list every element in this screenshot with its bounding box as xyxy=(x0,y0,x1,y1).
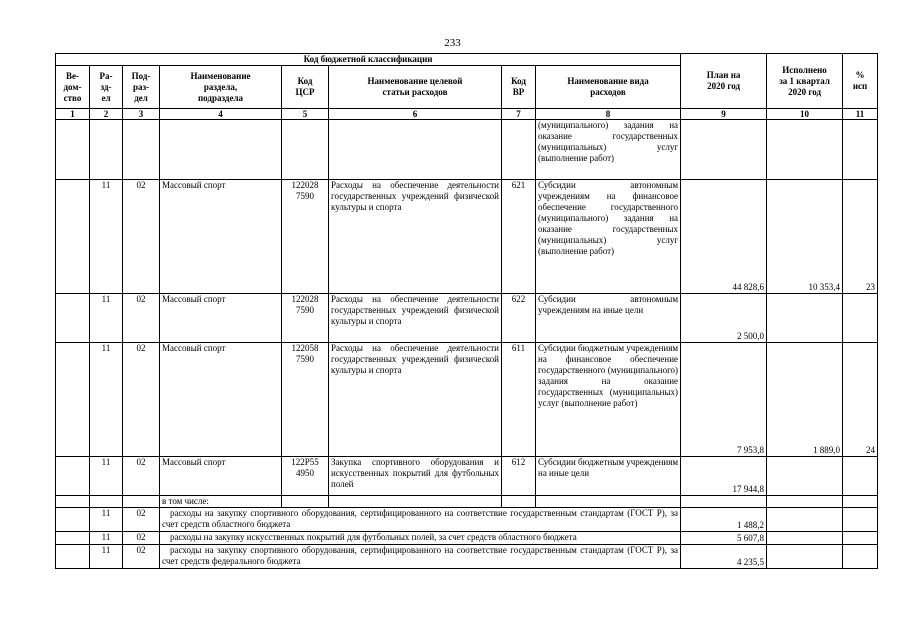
cell-vr-code: 622 xyxy=(502,294,536,343)
cell-razdel: 11 xyxy=(90,343,123,457)
header-group-cell: Код бюджетной классификации xyxy=(56,54,681,66)
header-cell-done: Исполнено за 1 квартал 2020 год xyxy=(767,54,843,109)
cell-plan: 7 953,8 xyxy=(681,343,767,457)
cell-csr-code: 122028 7590 xyxy=(282,180,329,294)
cell-empty xyxy=(282,496,329,508)
cell-section-name: Массовый спорт xyxy=(160,294,282,343)
cell-section-name: Массовый спорт xyxy=(160,343,282,457)
cell-target-name: Расходы на обеспечение деятельности государственных учреждений физической культуры и спорта xyxy=(329,294,502,343)
cell-razdel: 11 xyxy=(90,180,123,294)
cell-vedomstvo xyxy=(56,120,90,180)
cell-vedomstvo xyxy=(56,545,90,569)
column-number-row xyxy=(56,109,878,120)
sub-row xyxy=(56,532,878,545)
col-num: 8 xyxy=(536,109,681,120)
cell-target-name: Расходы на обеспечение деятельности государственных учреждений физической культуры и спорта xyxy=(329,343,502,457)
cell-razdel: 11 xyxy=(90,545,123,569)
cell-pct xyxy=(843,294,878,343)
cell-empty xyxy=(123,496,160,508)
header-cell-csr: Код ЦСР xyxy=(282,66,329,109)
cell-section-name: Массовый спорт xyxy=(160,457,282,496)
cell-done xyxy=(767,508,843,532)
including-label: в том числе: xyxy=(160,496,282,508)
cell-pct xyxy=(843,457,878,496)
cell-pct: 24 xyxy=(843,343,878,457)
cell-csr-code: 122058 7590 xyxy=(282,343,329,457)
cell-csr-code: 122028 7590 xyxy=(282,294,329,343)
cell-section-name: Массовый спорт xyxy=(160,180,282,294)
cell-empty xyxy=(90,496,123,508)
cell-csr-code: 122P55 4950 xyxy=(282,457,329,496)
cell-vr-code: 612 xyxy=(502,457,536,496)
cell-vedomstvo xyxy=(56,180,90,294)
page-number: 233 xyxy=(444,37,461,49)
col-num: 9 xyxy=(681,109,767,120)
cell-expense-kind: Субсидии автономным учреждениям на иные цели xyxy=(536,294,681,343)
col-num: 1 xyxy=(56,109,90,120)
cell-expense-kind: Субсидии автономным учреждениям на финансовое обеспечение государственного (муниципального) задания на оказание государственных (муниципальных) услуг (выполнение работ) xyxy=(536,180,681,294)
budget-table xyxy=(55,53,878,569)
cell-razdel: 11 xyxy=(90,508,123,532)
cell-plan: 17 944,8 xyxy=(681,457,767,496)
cell-plan: 44 828,6 xyxy=(681,180,767,294)
header-cell-plan: План на 2020 год xyxy=(681,54,767,109)
cell-empty xyxy=(843,496,878,508)
col-num: 7 xyxy=(502,109,536,120)
cell-done xyxy=(767,457,843,496)
including-row xyxy=(56,496,878,508)
cell-target-name: Расходы на обеспечение деятельности государственных учреждений физической культуры и спорта xyxy=(329,180,502,294)
cell-section-name xyxy=(160,120,282,180)
cell-podrazdel: 02 xyxy=(123,294,160,343)
sub-row-text: расходы на закупку спортивного оборудования, сертифицированного на соответствие государственным стандартам (ГОСТ Р), за счет средств областного бюджета xyxy=(160,508,681,532)
cell-podrazdel xyxy=(123,120,160,180)
cell-vedomstvo xyxy=(56,343,90,457)
table-row xyxy=(56,343,878,457)
header-cell-vr: Код ВР xyxy=(502,66,536,109)
cell-podrazdel: 02 xyxy=(123,545,160,569)
cell-plan: 1 488,2 xyxy=(681,508,767,532)
table-row xyxy=(56,180,878,294)
table-row xyxy=(56,120,878,180)
cell-plan xyxy=(681,120,767,180)
cell-empty xyxy=(536,496,681,508)
header-cell-target: Наименование целевой статьи расходов xyxy=(329,66,502,109)
cell-podrazdel: 02 xyxy=(123,343,160,457)
cell-pct xyxy=(843,532,878,545)
header-cell-pct: % исп xyxy=(843,54,878,109)
col-num: 4 xyxy=(160,109,282,120)
cell-pct xyxy=(843,120,878,180)
sub-row xyxy=(56,508,878,532)
cell-vr-code xyxy=(502,120,536,180)
cell-csr-code xyxy=(282,120,329,180)
col-num: 5 xyxy=(282,109,329,120)
cell-plan: 5 607,8 xyxy=(681,532,767,545)
table-row xyxy=(56,457,878,496)
table-row xyxy=(56,294,878,343)
col-num: 11 xyxy=(843,109,878,120)
col-num: 10 xyxy=(767,109,843,120)
cell-done: 1 889,0 xyxy=(767,343,843,457)
header-group-row xyxy=(56,54,878,66)
header-cell-podr: Под- раз- дел xyxy=(123,66,160,109)
cell-pct xyxy=(843,508,878,532)
cell-pct: 23 xyxy=(843,180,878,294)
cell-done xyxy=(767,294,843,343)
cell-done xyxy=(767,120,843,180)
cell-target-name: Закупка спортивного оборудования и искусственных покрытий для футбольных полей xyxy=(329,457,502,496)
cell-vr-code: 611 xyxy=(502,343,536,457)
cell-podrazdel: 02 xyxy=(123,457,160,496)
sub-row-text: расходы на закупку искусственных покрытий для футбольных полей, за счет средств областного бюджета xyxy=(160,532,681,545)
cell-vedomstvo xyxy=(56,294,90,343)
cell-pct xyxy=(843,545,878,569)
cell-podrazdel: 02 xyxy=(123,508,160,532)
cell-empty xyxy=(681,496,767,508)
cell-podrazdel: 02 xyxy=(123,532,160,545)
cell-expense-kind: Субсидии бюджетным учреждениям на финансовое обеспечение государственного (муниципального) задания на оказание государственных (муниципальных) услуг (выполнение работ) xyxy=(536,343,681,457)
cell-vedomstvo xyxy=(56,457,90,496)
cell-done xyxy=(767,545,843,569)
cell-plan: 2 500,0 xyxy=(681,294,767,343)
cell-target-name xyxy=(329,120,502,180)
sub-row-text: расходы на закупку спортивного оборудования, сертифицированного на соответствие государственным стандартам (ГОСТ Р), за счет средств федерального бюджета xyxy=(160,545,681,569)
cell-razdel: 11 xyxy=(90,294,123,343)
cell-vedomstvo xyxy=(56,532,90,545)
col-num: 3 xyxy=(123,109,160,120)
cell-plan: 4 235,5 xyxy=(681,545,767,569)
cell-empty xyxy=(502,496,536,508)
cell-done xyxy=(767,532,843,545)
col-num: 2 xyxy=(90,109,123,120)
cell-vr-code: 621 xyxy=(502,180,536,294)
cell-expense-kind: (муниципального) задания на оказание государственных (муниципальных) услуг (выполнение работ) xyxy=(536,120,681,180)
cell-empty xyxy=(56,496,90,508)
cell-vedomstvo xyxy=(56,508,90,532)
col-num: 6 xyxy=(329,109,502,120)
cell-razdel: 11 xyxy=(90,532,123,545)
cell-empty xyxy=(329,496,502,508)
cell-done: 10 353,4 xyxy=(767,180,843,294)
cell-podrazdel: 02 xyxy=(123,180,160,294)
cell-razdel: 11 xyxy=(90,457,123,496)
sub-row xyxy=(56,545,878,569)
header-cell-razd: Ра- зд- ел xyxy=(90,66,123,109)
cell-expense-kind: Субсидии бюджетным учреждениям на иные цели xyxy=(536,457,681,496)
header-cell-name: Наименование раздела, подраздела xyxy=(160,66,282,109)
header-cell-kind: Наименование вида расходов xyxy=(536,66,681,109)
cell-razdel xyxy=(90,120,123,180)
table-body xyxy=(56,54,878,569)
cell-empty xyxy=(767,496,843,508)
header-cell-ved: Ве- дом- ство xyxy=(56,66,90,109)
